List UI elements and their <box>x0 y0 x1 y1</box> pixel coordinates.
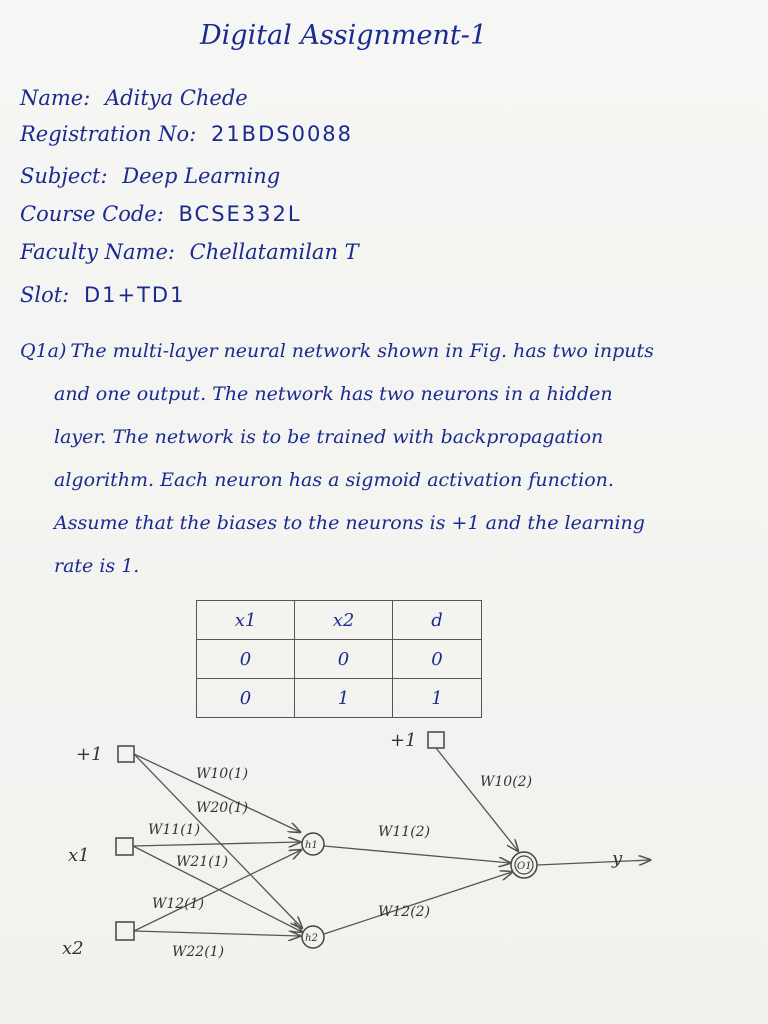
y-label: y <box>612 848 623 869</box>
course-label: Course Code: <box>20 202 164 226</box>
x1-label: x1 <box>68 845 90 866</box>
edge-h2-o1 <box>324 872 512 934</box>
table-cell: 0 <box>197 640 295 679</box>
table-cell: 0 <box>295 640 393 679</box>
question-line-4: algorithm. Each neuron has a sigmoid activation function. <box>54 469 614 491</box>
bias-label-2: +1 <box>390 730 417 751</box>
faculty-row <box>20 240 359 264</box>
subject-label: Subject: <box>20 164 108 188</box>
faculty-label: Faculty Name: <box>20 240 175 264</box>
bias-label-1: +1 <box>76 744 103 765</box>
w10-1-label: W10(1) <box>196 766 249 782</box>
slot-row <box>20 283 185 307</box>
w11-2-label: W11(2) <box>378 824 431 840</box>
question-line-3: layer. The network is to be trained with backpropagation <box>54 426 604 448</box>
name-value: Aditya Chede <box>105 86 248 110</box>
x2-input-box <box>116 922 134 940</box>
edge-h1-o1 <box>324 846 510 863</box>
x1-input-box <box>116 838 133 855</box>
table-header-cell: x1 <box>197 601 295 640</box>
edge-bias-o1 <box>436 748 518 851</box>
h2-label: h2 <box>305 933 318 944</box>
o1-label: O1 <box>517 861 532 872</box>
table-cell: 1 <box>393 679 482 718</box>
table-row <box>197 679 482 718</box>
question-line-5: Assume that the biases to the neurons is +1 and the learning <box>54 512 645 534</box>
question-line-6: rate is 1. <box>54 555 140 577</box>
question-line-1: Q1a) The multi-layer neural network shown in Fig. has two inputs <box>20 340 654 362</box>
w12-1-label: W12(1) <box>152 896 205 912</box>
table-header-row <box>197 601 482 640</box>
subject-row <box>20 164 280 188</box>
page-title: Digital Assignment-1 <box>200 20 488 51</box>
w21-1-label: W21(1) <box>176 854 229 870</box>
w10-2-label: W10(2) <box>480 774 533 790</box>
w12-2-label: W12(2) <box>378 904 431 920</box>
table-cell: 1 <box>295 679 393 718</box>
table-header-cell: x2 <box>295 601 393 640</box>
question-line-2: and one output. The network has two neurons in a hidden <box>54 383 613 405</box>
x2-label: x2 <box>62 938 84 959</box>
subject-value: Deep Learning <box>122 164 281 188</box>
faculty-value: Chellatamilan T <box>189 240 359 264</box>
neural-network-diagram <box>0 720 768 1020</box>
table-cell: 0 <box>197 679 295 718</box>
registration-row <box>20 122 353 146</box>
w11-1-label: W11(1) <box>148 822 201 838</box>
slot-label: Slot: <box>20 283 70 307</box>
w22-1-label: W22(1) <box>172 944 225 960</box>
question-text <box>20 330 740 588</box>
registration-value: 21BDS0088 <box>210 122 354 146</box>
table-header-cell: d <box>393 601 482 640</box>
table-row <box>197 640 482 679</box>
h1-label: h1 <box>305 840 318 851</box>
table-cell: 0 <box>393 640 482 679</box>
truth-table <box>196 600 482 718</box>
name-label: Name: <box>20 86 91 110</box>
edge-x2-h2 <box>134 931 300 936</box>
question-number: Q1a) <box>20 340 67 362</box>
course-value: BCSE332L <box>178 202 302 226</box>
bias-output-box <box>428 732 444 748</box>
registration-label: Registration No: <box>20 122 197 146</box>
bias-input-box <box>118 746 134 762</box>
course-row <box>20 202 302 226</box>
edge-output-y <box>537 860 650 865</box>
slot-value: D1+TD1 <box>83 283 186 307</box>
name-row <box>20 86 248 110</box>
edge-x1-h1 <box>133 842 300 846</box>
w20-1-label: W20(1) <box>196 800 249 816</box>
